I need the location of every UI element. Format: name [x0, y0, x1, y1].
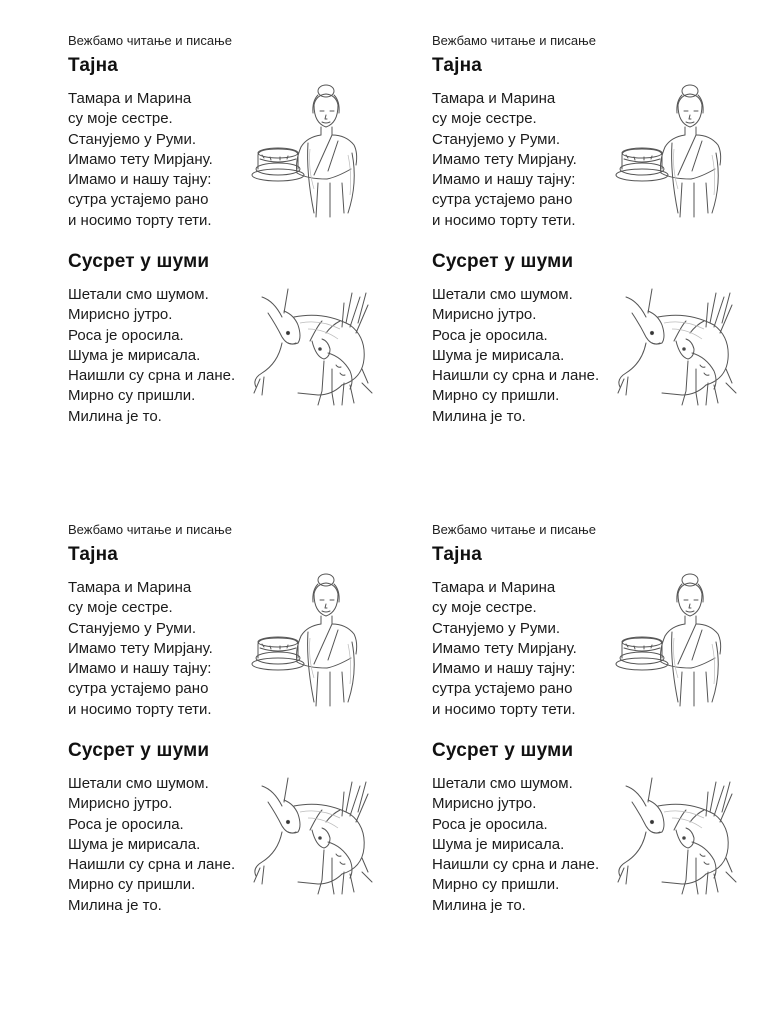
story-text-susret — [68, 285, 235, 427]
story-title-tajna: Тајна — [68, 55, 119, 76]
poem-line: Станујемо у Руми. — [432, 619, 561, 637]
poem-line: Милина је то. — [432, 896, 526, 914]
doe-and-fawn-illustration — [612, 772, 740, 904]
poem-line: Станујемо у Руми. — [68, 619, 197, 637]
story-title-tajna: Тајна — [432, 55, 483, 76]
poem-line: Имамо тету Мирјану. — [68, 639, 213, 657]
poem-line: Имамо и нашу тајну: — [68, 171, 212, 189]
poem-line: Наишли су срна и лане. — [432, 367, 600, 385]
reading-card-2 — [432, 33, 768, 453]
poem-line: Имамо тету Мирјану. — [432, 639, 577, 657]
poem-line: и носимо торту тети. — [68, 211, 212, 229]
poem-line: Шетали смо шумом. — [68, 286, 209, 303]
poem-line: Милина је то. — [432, 407, 526, 425]
page-header: Вежбамо читање и писање — [68, 522, 232, 537]
poem-line: Имамо тету Мирјану. — [432, 150, 577, 168]
poem-line: Роса је оросила. — [432, 815, 548, 833]
poem-line: Имамо и нашу тајну: — [68, 660, 212, 678]
poem-line: Станујемо у Руми. — [68, 130, 197, 148]
woman-with-cake-illustration — [248, 83, 373, 223]
poem-line: Шума је мирисала. — [432, 835, 565, 853]
poem-line: Шума је мирисала. — [432, 346, 565, 364]
poem-line: Мирно су пришли. — [432, 387, 560, 405]
poem-line: Имамо тету Мирјану. — [68, 150, 213, 168]
story-text-tajna — [432, 578, 577, 720]
story-text-tajna — [432, 89, 577, 231]
poem-line: Мирисно јутро. — [432, 795, 537, 813]
poem-line: Тамара и Марина — [68, 90, 192, 107]
poem-line: Шетали смо шумом. — [432, 775, 573, 792]
doe-and-fawn-illustration — [248, 772, 376, 904]
story-title-tajna: Тајна — [68, 544, 119, 565]
poem-line: Милина је то. — [68, 407, 162, 425]
story-title-susret: Сусрет у шуми — [68, 251, 210, 272]
poem-line: Мирно су пришли. — [68, 876, 196, 894]
poem-line: Тамара и Марина — [432, 90, 556, 107]
story-text-susret — [432, 774, 599, 916]
page-header: Вежбамо читање и писање — [432, 522, 596, 537]
poem-line: су моје сестре. — [68, 110, 173, 128]
poem-line: су моје сестре. — [432, 599, 537, 617]
poem-line: Имамо и нашу тајну: — [432, 660, 576, 678]
story-title-susret: Сусрет у шуми — [432, 251, 574, 272]
doe-and-fawn-illustration — [248, 283, 376, 415]
poem-line: су моје сестре. — [68, 599, 173, 617]
page-header: Вежбамо читање и писање — [68, 33, 232, 48]
poem-line: Шума је мирисала. — [68, 835, 201, 853]
poem-line: Мирно су пришли. — [432, 876, 560, 894]
poem-line: Роса је оросила. — [68, 326, 184, 344]
story-text-susret — [68, 774, 235, 916]
poem-line: Станујемо у Руми. — [432, 130, 561, 148]
poem-line: сутра устајемо рано — [432, 191, 573, 209]
poem-line: Мирисно јутро. — [432, 306, 537, 324]
poem-line: и носимо торту тети. — [68, 700, 212, 718]
poem-line: Шетали смо шумом. — [432, 286, 573, 303]
poem-line: Наишли су срна и лане. — [68, 367, 236, 385]
poem-line: Мирно су пришли. — [68, 387, 196, 405]
story-title-tajna: Тајна — [432, 544, 483, 565]
poem-line: Имамо и нашу тајну: — [432, 171, 576, 189]
story-text-tajna — [68, 89, 213, 231]
poem-line: Милина је то. — [68, 896, 162, 914]
poem-line: Тамара и Марина — [432, 579, 556, 596]
woman-with-cake-illustration — [612, 83, 737, 223]
reading-card-3 — [68, 522, 408, 942]
poem-line: Тамара и Марина — [68, 579, 192, 596]
page-header: Вежбамо читање и писање — [432, 33, 596, 48]
poem-line: и носимо торту тети. — [432, 211, 576, 229]
poem-line: Шетали смо шумом. — [68, 775, 209, 792]
poem-line: и носимо торту тети. — [432, 700, 576, 718]
poem-line: Наишли су срна и лане. — [68, 856, 236, 874]
poem-line: Шума је мирисала. — [68, 346, 201, 364]
doe-and-fawn-illustration — [612, 283, 740, 415]
story-text-susret — [432, 285, 599, 427]
poem-line: су моје сестре. — [432, 110, 537, 128]
story-text-tajna — [68, 578, 213, 720]
poem-line: сутра устајемо рано — [68, 680, 209, 698]
poem-line: Роса је оросила. — [68, 815, 184, 833]
woman-with-cake-illustration — [612, 572, 737, 712]
reading-card-1 — [68, 33, 408, 453]
story-title-susret: Сусрет у шуми — [432, 740, 574, 761]
poem-line: сутра устајемо рано — [432, 680, 573, 698]
reading-card-4 — [432, 522, 768, 942]
poem-line: Мирисно јутро. — [68, 795, 173, 813]
poem-line: сутра устајемо рано — [68, 191, 209, 209]
poem-line: Наишли су срна и лане. — [432, 856, 600, 874]
poem-line: Мирисно јутро. — [68, 306, 173, 324]
story-title-susret: Сусрет у шуми — [68, 740, 210, 761]
poem-line: Роса је оросила. — [432, 326, 548, 344]
woman-with-cake-illustration — [248, 572, 373, 712]
